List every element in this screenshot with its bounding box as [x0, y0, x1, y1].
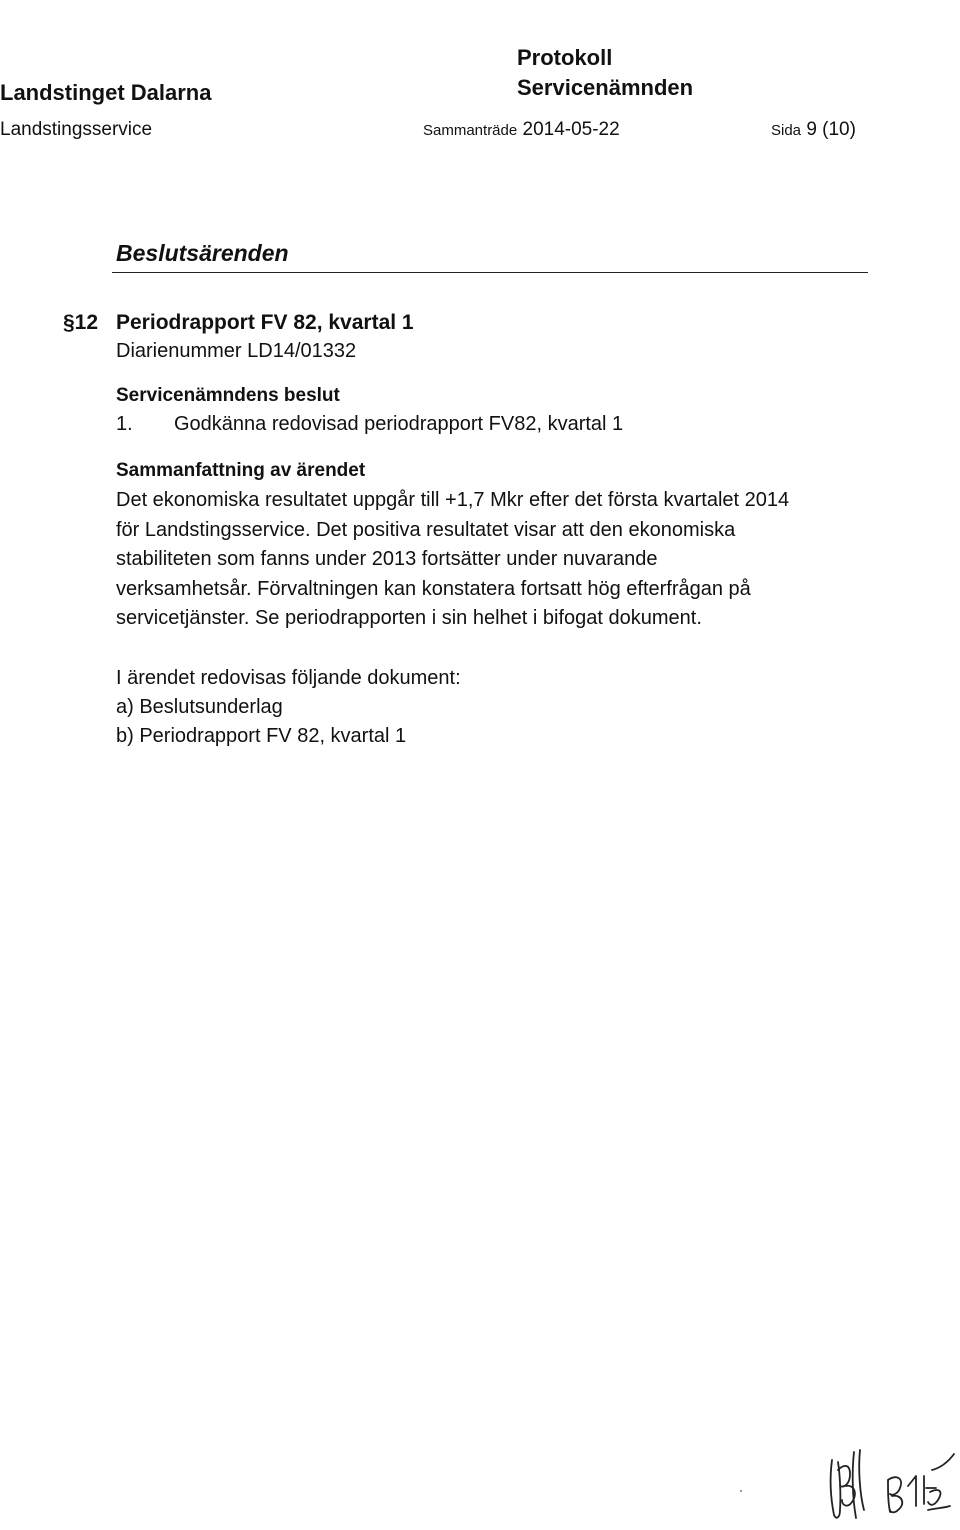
organization-name: Landstinget Dalarna	[0, 80, 212, 105]
document-item: a) Beslutsunderlag	[116, 696, 283, 718]
decision-text: Godkänna redovisad periodrapport FV82, kvartal 1	[174, 413, 624, 435]
page-number	[771, 119, 856, 141]
summary-line: Det ekonomiska resultatet uppgår till +1,7 Mkr efter det första kvartalet 2014	[116, 489, 790, 511]
meeting-label: Sammanträde	[423, 122, 518, 139]
handwritten-initials-signature	[820, 1440, 960, 1525]
meeting-date: 2014-05-22	[522, 119, 620, 140]
summary-line: servicetjänster. Se periodrapporten i sin helhet i bifogat dokument.	[116, 607, 702, 629]
stray-mark	[740, 1490, 742, 1492]
document-item: b) Periodrapport FV 82, kvartal 1	[116, 725, 407, 747]
page-value: 9 (10)	[806, 119, 856, 140]
summary-paragraph	[116, 486, 876, 634]
summary-line: för Landstingsservice. Det positiva resultatet visar att den ekonomiska	[116, 518, 736, 541]
section-divider	[112, 272, 868, 273]
diarie-number: Diarienummer LD14/01332	[116, 340, 357, 362]
item-title: Periodrapport FV 82, kvartal 1	[116, 311, 414, 334]
decision-number: 1.	[116, 413, 133, 435]
document-type: Protokoll	[517, 45, 613, 70]
documents-list	[116, 664, 461, 751]
item-number: §12	[63, 311, 99, 334]
page-label: Sida	[771, 122, 802, 139]
section-title: Beslutsärenden	[116, 240, 289, 266]
department-name: Landstingsservice	[0, 119, 153, 140]
documents-intro: I ärendet redovisas följande dokument:	[116, 667, 461, 689]
board-name: Servicenämnden	[517, 75, 694, 100]
decision-heading: Servicenämndens beslut	[116, 385, 340, 406]
summary-heading: Sammanfattning av ärendet	[116, 460, 366, 481]
meeting-info	[423, 119, 620, 141]
summary-line: verksamhetsår. Förvaltningen kan konstatera fortsatt hög efterfrågan på	[116, 577, 751, 600]
summary-line: stabiliteten som fanns under 2013 fortsätter under nuvarande	[116, 548, 658, 570]
